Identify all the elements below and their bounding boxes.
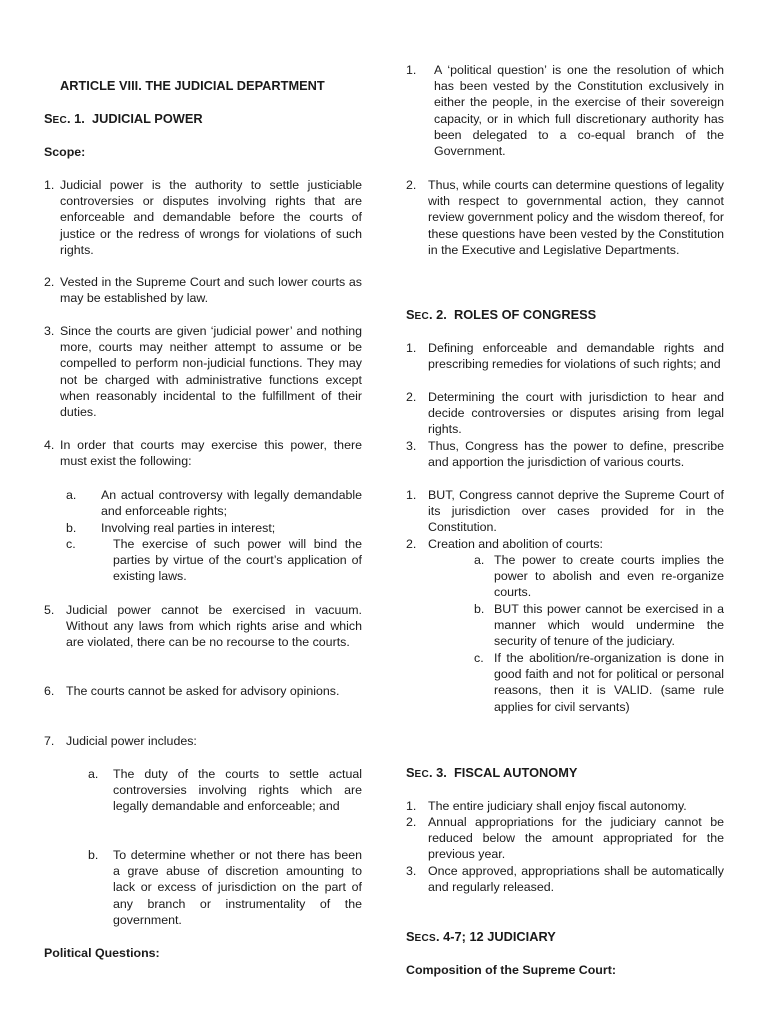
sections-4-7-heading: SECS. 4-7; 12 JUDICIARY xyxy=(406,929,556,944)
list-item: 7. Judicial power includes: xyxy=(44,734,197,748)
section-1-heading: SEC. 1. JUDICIAL POWER xyxy=(44,111,203,126)
list-item: c. If the abolition/re-organization is done in good faith and not for political or personal reasons, then it is VALID. (same rule applies for civil servants) xyxy=(474,651,724,714)
list-item: b. BUT this power cannot be exercised in a manner which would undermine the security of tenure of the judiciary. xyxy=(474,602,724,649)
list-item: b. To determine whether or not there has been a grave abuse of discretion amounting to lack or excess of jurisdiction on the part of any branch or instrumentality of the government. xyxy=(88,848,362,927)
list-item: 3. Thus, Congress has the power to define, prescribe and apportion the jurisdiction of various courts. xyxy=(406,439,724,470)
article-title: ARTICLE VIII. THE JUDICIAL DEPARTMENT xyxy=(60,78,325,93)
composition-label: Composition of the Supreme Court: xyxy=(406,963,616,977)
section-2-heading: SEC. 2. ROLES OF CONGRESS xyxy=(406,307,597,322)
list-item: 5. Judicial power cannot be exercised in vacuum. Without any laws from which rights arise and which are violated, there can be no recourse to the courts. xyxy=(44,603,362,650)
list-item: 1. Judicial power is the authority to settle justiciable controversies or disputes involving rights that are enforceable and demandable before the courts of justice or the redress of wrongs for violations of such rights. xyxy=(44,178,362,257)
list-item: 2. Creation and abolition of courts: xyxy=(406,537,603,551)
list-item: 3. Since the courts are given ‘judicial power’ and nothing more, courts may neither attempt to assume or be compelled to perform non-judicial functions. They may not be charged with administrative functions except when reasonably incidental to the fulfillment of their duties. xyxy=(44,324,362,420)
scope-label: Scope: xyxy=(44,145,86,159)
list-item: a. An actual controversy with legally demandable and enforceable rights; xyxy=(66,488,362,519)
list-item: 2. Thus, while courts can determine questions of legality with respect to governmental action, they cannot review government policy and the wisdom thereof, for these questions have been vested by the Constitution in the Executive and Legislative Departments. xyxy=(406,178,724,257)
list-item: 3. Once approved, appropriations shall be automatically and regularly released. xyxy=(406,864,724,895)
political-questions-label: Political Questions: xyxy=(44,946,160,960)
list-item: 1. The entire judiciary shall enjoy fiscal autonomy. xyxy=(406,799,687,813)
list-item: 2. Determining the court with jurisdiction to hear and decide controversies or disputes arising from legal rights. xyxy=(406,390,724,437)
list-item: 6. The courts cannot be asked for advisory opinions. xyxy=(44,684,340,698)
list-item: 1. BUT, Congress cannot deprive the Supreme Court of its jurisdiction over cases provided for in the Constitution. xyxy=(406,488,724,535)
list-item: a. The duty of the courts to settle actual controversies involving rights which are legally demandable and enforceable; and xyxy=(88,767,362,814)
list-item: a. The power to create courts implies the power to abolish and even re-organize courts. xyxy=(474,553,724,600)
list-item: b. Involving real parties in interest; xyxy=(66,521,276,535)
list-item: 4. In order that courts may exercise this power, there must exist the following: xyxy=(44,438,362,469)
list-item: 2. Annual appropriations for the judiciary cannot be reduced below the amount appropriated for the previous year. xyxy=(406,815,724,862)
list-item: 1. Defining enforceable and demandable rights and prescribing remedies for violations of such rights; and xyxy=(406,341,724,372)
list-item: 1. A ‘political question’ is one the resolution of which has been vested by the Constitution exclusively in either the people, in the exercise of their sovereign capacity, or in which full discretionary authority has been delegated to a co-equal branch of the Government. xyxy=(406,63,724,159)
section-3-heading: SEC. 3. FISCAL AUTONOMY xyxy=(406,765,578,780)
list-item: 2. Vested in the Supreme Court and such lower courts as may be established by law. xyxy=(44,275,362,306)
list-item: c. The exercise of such power will bind the parties by virtue of the court’s application of existing laws. xyxy=(66,537,362,584)
